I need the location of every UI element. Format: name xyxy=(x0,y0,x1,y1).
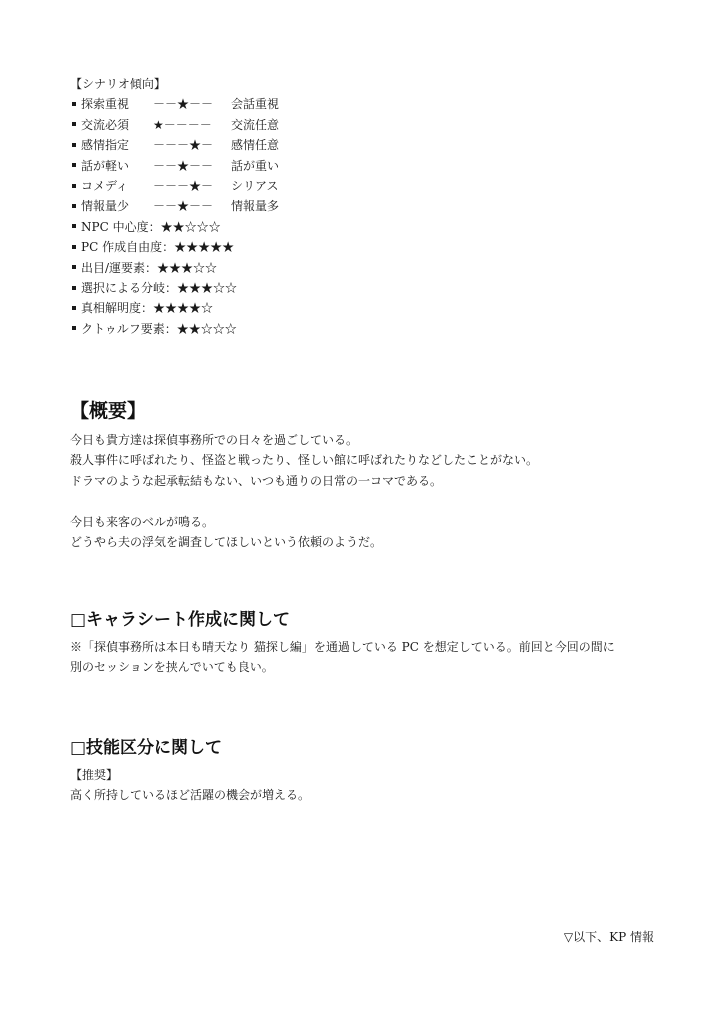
tendency-scale-row: 探索重視 －－★－－ 会話重視 xyxy=(70,94,279,114)
bullet-icon xyxy=(72,163,76,167)
skills-heading: □技能区分に関して xyxy=(70,738,223,758)
star-rating: ★★★☆☆ xyxy=(157,260,218,275)
tendency-heading: 【シナリオ傾向】 xyxy=(70,77,166,91)
tendency-rating-row: 出目/運要素：★★★☆☆ xyxy=(70,258,279,278)
tendency-rating-row: NPC 中心度：★★☆☆☆ xyxy=(70,217,279,237)
overview-line: ドラマのような起承転結もない、いつも通りの日常の一コマである。 xyxy=(70,473,443,488)
overview-text xyxy=(70,430,538,552)
bullet-icon xyxy=(72,265,76,269)
tendency-rating-row: 選択による分岐：★★★☆☆ xyxy=(70,278,279,298)
overview-line: 今日も来客のベルが鳴る。 xyxy=(70,514,215,529)
skills-text xyxy=(70,765,310,806)
note-line: 別のセッションを挟んでいても良い。 xyxy=(70,660,274,675)
tendency-scale-row: 話が軽い －－★－－ 話が重い xyxy=(70,156,279,176)
bullet-icon xyxy=(72,306,76,310)
star-rating: ★★☆☆☆ xyxy=(160,219,221,234)
tendency-scale-row: コメディ －－－★－ シリアス xyxy=(70,176,279,196)
tendency-scale-row: 情報量少 －－★－－ 情報量多 xyxy=(70,196,279,216)
bullet-icon xyxy=(72,326,76,330)
scenario-tendency xyxy=(70,74,279,339)
kp-info-footer: ▽以下、KP 情報 xyxy=(563,930,654,944)
tendency-scale-row: 交流必須 ★－－－－ 交流任意 xyxy=(70,115,279,135)
overview-line: どうやら夫の浮気を調査してほしいという依頼のようだ。 xyxy=(70,535,383,550)
bullet-icon xyxy=(72,184,76,188)
star-rating: ★★★★★ xyxy=(174,240,235,255)
star-rating: ★★☆☆☆ xyxy=(176,321,237,336)
skills-subheading: 【推奨】 xyxy=(70,768,119,782)
character-sheet-text xyxy=(70,637,615,678)
tendency-rating-row: クトゥルフ要素：★★☆☆☆ xyxy=(70,319,279,339)
note-line: ※「探偵事務所は本日も晴天なり 猫探し編」を通過している PC を想定している。前回と今回の間に xyxy=(70,640,615,654)
bullet-icon xyxy=(72,122,76,126)
character-sheet-heading: □キャラシート作成に関して xyxy=(70,610,291,630)
skills-line: 高く所持しているほど活躍の機会が増える。 xyxy=(70,788,311,803)
bullet-icon xyxy=(72,143,76,147)
bullet-icon xyxy=(72,245,76,249)
tendency-scale-row: 感情指定 －－－★－ 感情任意 xyxy=(70,135,279,155)
star-rating: ★★★☆☆ xyxy=(177,281,238,296)
star-rating: ★★★★☆ xyxy=(153,301,214,316)
tendency-rating-row: 真相解明度：★★★★☆ xyxy=(70,298,279,318)
bullet-icon xyxy=(72,204,76,208)
bullet-icon xyxy=(72,224,76,228)
tendency-rating-row: PC 作成自由度：★★★★★ xyxy=(70,237,279,257)
overview-line: 殺人事件に呼ばれたり、怪盗と戦ったり、怪しい館に呼ばれたりなどしたことがない。 xyxy=(70,453,539,468)
bullet-icon xyxy=(72,102,76,106)
overview-heading: 【概要】 xyxy=(70,400,147,422)
bullet-icon xyxy=(72,286,76,290)
overview-line: 今日も貴方達は探偵事務所での日々を過ごしている。 xyxy=(70,433,359,447)
